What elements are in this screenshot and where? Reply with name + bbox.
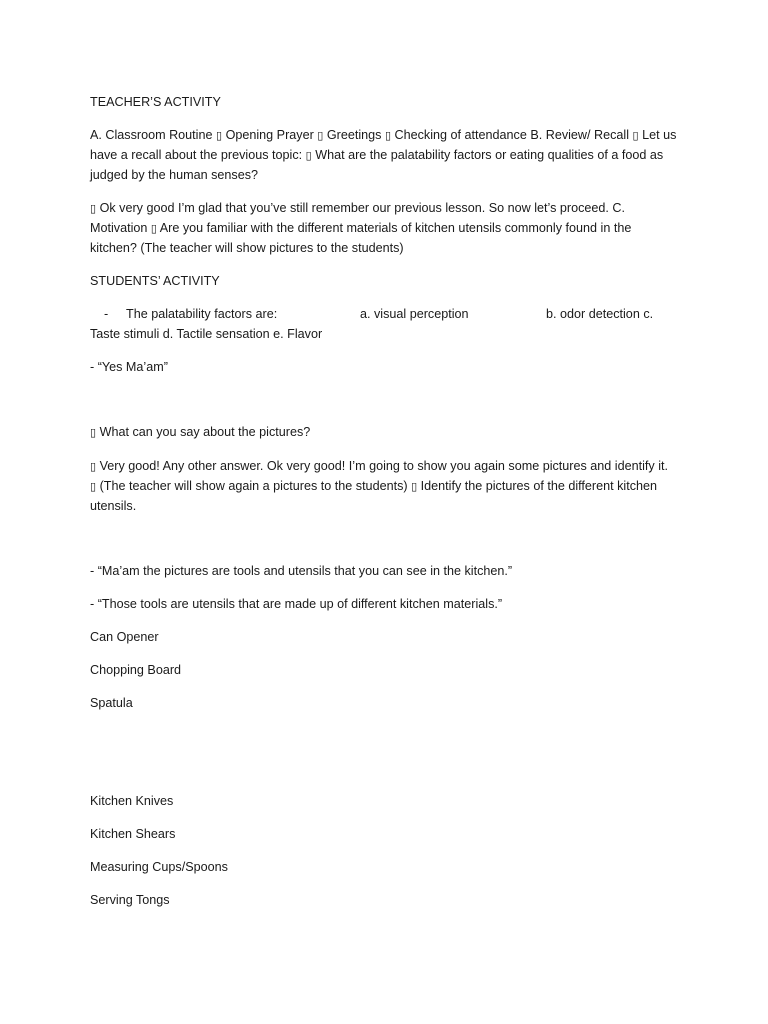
paragraph-3-line-2 (90, 476, 657, 497)
paragraph-3-line-3: utensils. (90, 499, 137, 513)
bullet-box-icon: ▯ (411, 480, 418, 493)
identify-pictures-text: Identify the pictures of the different kitchen (420, 479, 658, 493)
greetings-text: Greetings (326, 128, 382, 142)
paragraph-3-line-1 (90, 456, 668, 477)
yes-maam-answer: - “Yes Ma’am” (90, 360, 168, 374)
teacher-paragraph-2-line-2 (90, 218, 631, 239)
bullet-box-icon: ▯ (150, 222, 157, 235)
odor-detection-text: b. odor detection c. (546, 307, 654, 321)
utensil-kitchen-knives: Kitchen Knives (90, 794, 174, 808)
let-us-text: Let us (642, 128, 677, 142)
bullet-box-icon: ▯ (384, 129, 392, 142)
ok-very-good-text: Ok very good I’m glad that you’ve still remember our previous lesson. So now let’s proceed. C. (99, 201, 626, 215)
teacher-activity-heading: TEACHER’S ACTIVITY (90, 95, 221, 109)
recall-text: have a recall about the previous topic: (90, 148, 303, 162)
utensil-serving-tongs: Serving Tongs (90, 893, 170, 907)
student-answer-1: - “Ma’am the pictures are tools and utensils that you can see in the kitchen.” (90, 564, 513, 578)
visual-perception-text: a. visual perception (360, 307, 469, 321)
classroom-routine-text: A. Classroom Routine (90, 128, 213, 142)
show-again-text: (The teacher will show again a pictures to the students) (99, 479, 408, 493)
familiar-question-text: Are you familiar with the different materials of kitchen utensils commonly found in the (159, 221, 632, 235)
utensil-measuring-cups-spoons: Measuring Cups/Spoons (90, 860, 228, 874)
teacher-paragraph-2-line-1 (90, 198, 625, 219)
list-dash: - (104, 307, 109, 321)
teacher-paragraph-1-line-1 (90, 125, 676, 146)
bullet-box-icon: ▯ (216, 129, 223, 142)
palatability-factors-label: The palatability factors are: (126, 307, 278, 321)
bullet-box-icon: ▯ (305, 149, 312, 162)
palatability-question-text: What are the palatability factors or eating qualities of a food as (315, 148, 664, 162)
utensil-chopping-board: Chopping Board (90, 663, 182, 677)
teacher-paragraph-2-line-3: kitchen? (The teacher will show pictures to the students) (90, 241, 404, 255)
teacher-paragraph-1-line-3: judged by the human senses? (90, 168, 259, 182)
students-activity-heading: STUDENTS’ ACTIVITY (90, 274, 220, 288)
pictures-question-text: What can you say about the pictures? (99, 425, 311, 439)
bullet-box-icon: ▯ (90, 460, 97, 473)
motivation-text: Motivation (90, 221, 148, 235)
pictures-question-line (90, 422, 310, 443)
bullet-box-icon: ▯ (90, 426, 97, 439)
utensil-can-opener: Can Opener (90, 630, 159, 644)
student-answer-2: - “Those tools are utensils that are made up of different kitchen materials.” (90, 597, 503, 611)
bullet-box-icon: ▯ (632, 129, 639, 142)
bullet-box-icon: ▯ (90, 480, 97, 493)
attendance-review-text: Checking of attendance B. Review/ Recall (394, 128, 630, 142)
very-good-text: Very good! Any other answer. Ok very good! I’m going to show you again some pictures and identify it. (99, 459, 668, 473)
bullet-box-icon: ▯ (317, 129, 324, 142)
teacher-paragraph-1-line-2 (90, 145, 663, 166)
utensil-spatula: Spatula (90, 696, 133, 710)
palatability-factors-line-2: Taste stimuli d. Tactile sensation e. Flavor (90, 327, 323, 341)
opening-prayer-text: Opening Prayer (225, 128, 314, 142)
bullet-box-icon: ▯ (90, 202, 97, 215)
utensil-kitchen-shears: Kitchen Shears (90, 827, 176, 841)
